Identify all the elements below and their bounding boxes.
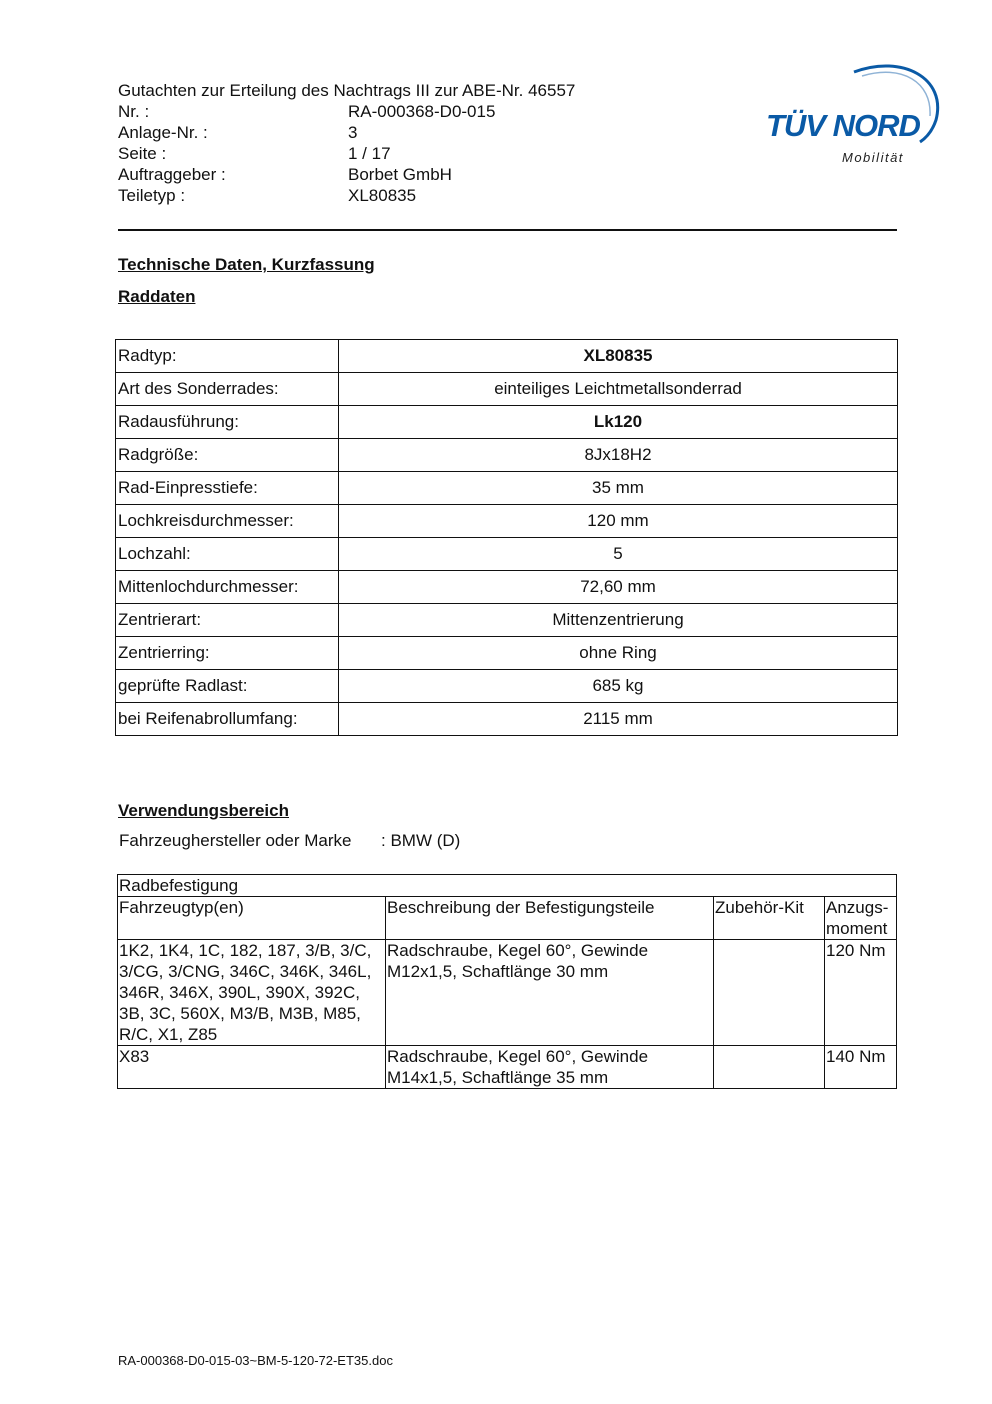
wheel-data-label: Lochkreisdurchmesser: [116,505,339,538]
logo-text: TÜV NORD [766,108,920,143]
wheel-data-label: Zentrierart: [116,604,339,637]
mount-description: Radschraube, Kegel 60°, Gewinde M14x1,5, Schaftlänge 35 mm [386,1046,714,1089]
document-title: Gutachten zur Erteilung des Nachtrags III zur ABE-Nr. 46557 [118,81,576,100]
wheel-data-value: 72,60 mm [339,571,898,604]
wheel-data-table [115,339,898,736]
wheel-data-label: bei Reifenabrollumfang: [116,703,339,736]
mount-row [118,940,897,1046]
wheel-data-value: ohne Ring [339,637,898,670]
mount-torque: 120 Nm [825,940,897,1046]
wheel-data-value: XL80835 [339,340,898,373]
wheel-data-row [116,406,898,439]
wheel-data-label: Rad-Einpresstiefe: [116,472,339,505]
mount-header-description: Beschreibung der Befestigungsteile [386,897,714,940]
wheel-data-row [116,703,898,736]
logo-subtitle: Mobilität [842,150,904,165]
mount-header-types: Fahrzeugtyp(en) [118,897,386,940]
wheel-data-row [116,604,898,637]
mount-types: 1K2, 1K4, 1C, 182, 187, 3/B, 3/C, 3/CG, 3/CNG, 346C, 346K, 346L, 346R, 346X, 390L, 390X, 392C, 3B, 3C, 560X, M3/B, M3B, M85, R/C, X1, Z85 [118,940,386,1046]
header-value: 3 [348,123,358,142]
wheel-data-row [116,538,898,571]
mount-caption: Radbefestigung [118,875,897,897]
mount-caption-row [118,875,897,897]
mount-header-torque: Anzugs-moment [825,897,897,940]
usage-manufacturer-row [119,831,460,851]
wheel-data-label: Lochzahl: [116,538,339,571]
header-key: Anlage-Nr. : [118,123,208,142]
wheel-data-label: Radtyp: [116,340,339,373]
wheel-mount-table [117,874,897,1089]
wheel-data-row [116,439,898,472]
mount-header-row [118,897,897,940]
mount-kit [714,1046,825,1089]
wheel-data-label: Art des Sonderrades: [116,373,339,406]
wheel-data-label: Mittenlochdurchmesser: [116,571,339,604]
header-key: Auftraggeber : [118,165,226,184]
header-row-nr [118,101,575,122]
tuv-nord-logo [762,58,942,173]
wheel-data-row [116,637,898,670]
wheel-data-label: Radgröße: [116,439,339,472]
header-row-teiletyp [118,185,575,206]
wheel-data-label: Radausführung: [116,406,339,439]
section-title-technical: Technische Daten, Kurzfassung [118,255,375,274]
wheel-data-row [116,571,898,604]
mount-torque: 140 Nm [825,1046,897,1089]
wheel-data-value: 5 [339,538,898,571]
header-key: Teiletyp : [118,186,186,205]
mount-description: Radschraube, Kegel 60°, Gewinde M12x1,5, Schaftlänge 30 mm [386,940,714,1046]
wheel-data-row [116,472,898,505]
header-value: XL80835 [348,186,417,205]
mount-header-kit: Zubehör-Kit [714,897,825,940]
mount-types: X83 [118,1046,386,1089]
footer-filename: RA-000368-D0-015-03~BM-5-120-72-ET35.doc [118,1353,393,1368]
wheel-data-value: Mittenzentrierung [339,604,898,637]
section-title-usage: Verwendungsbereich [118,801,289,820]
header-value: 1 / 17 [348,144,391,163]
wheel-data-label: geprüfte Radlast: [116,670,339,703]
wheel-data-row [116,670,898,703]
header-key: Seite : [118,144,167,163]
mount-kit [714,940,825,1046]
wheel-data-row [116,340,898,373]
usage-value: : BMW (D) [381,831,461,850]
header-divider [118,229,897,231]
header-row-auftraggeber [118,164,575,185]
wheel-data-value: 685 kg [339,670,898,703]
wheel-data-row [116,373,898,406]
header-key: Nr. : [118,102,150,121]
header-value: Borbet GmbH [348,165,452,184]
section-title-wheel-data: Raddaten [118,287,196,306]
wheel-data-value: 35 mm [339,472,898,505]
header-row-anlage [118,122,575,143]
header-row-seite [118,143,575,164]
mount-row [118,1046,897,1089]
wheel-data-value: einteiliges Leichtmetallsonderrad [339,373,898,406]
wheel-data-value: Lk120 [339,406,898,439]
wheel-data-label: Zentrierring: [116,637,339,670]
wheel-data-value: 8Jx18H2 [339,439,898,472]
document-header [118,80,575,206]
wheel-data-row [116,505,898,538]
usage-label: Fahrzeughersteller oder Marke [119,831,352,850]
header-value: RA-000368-D0-015 [348,102,496,121]
wheel-data-value: 120 mm [339,505,898,538]
wheel-data-value: 2115 mm [339,703,898,736]
